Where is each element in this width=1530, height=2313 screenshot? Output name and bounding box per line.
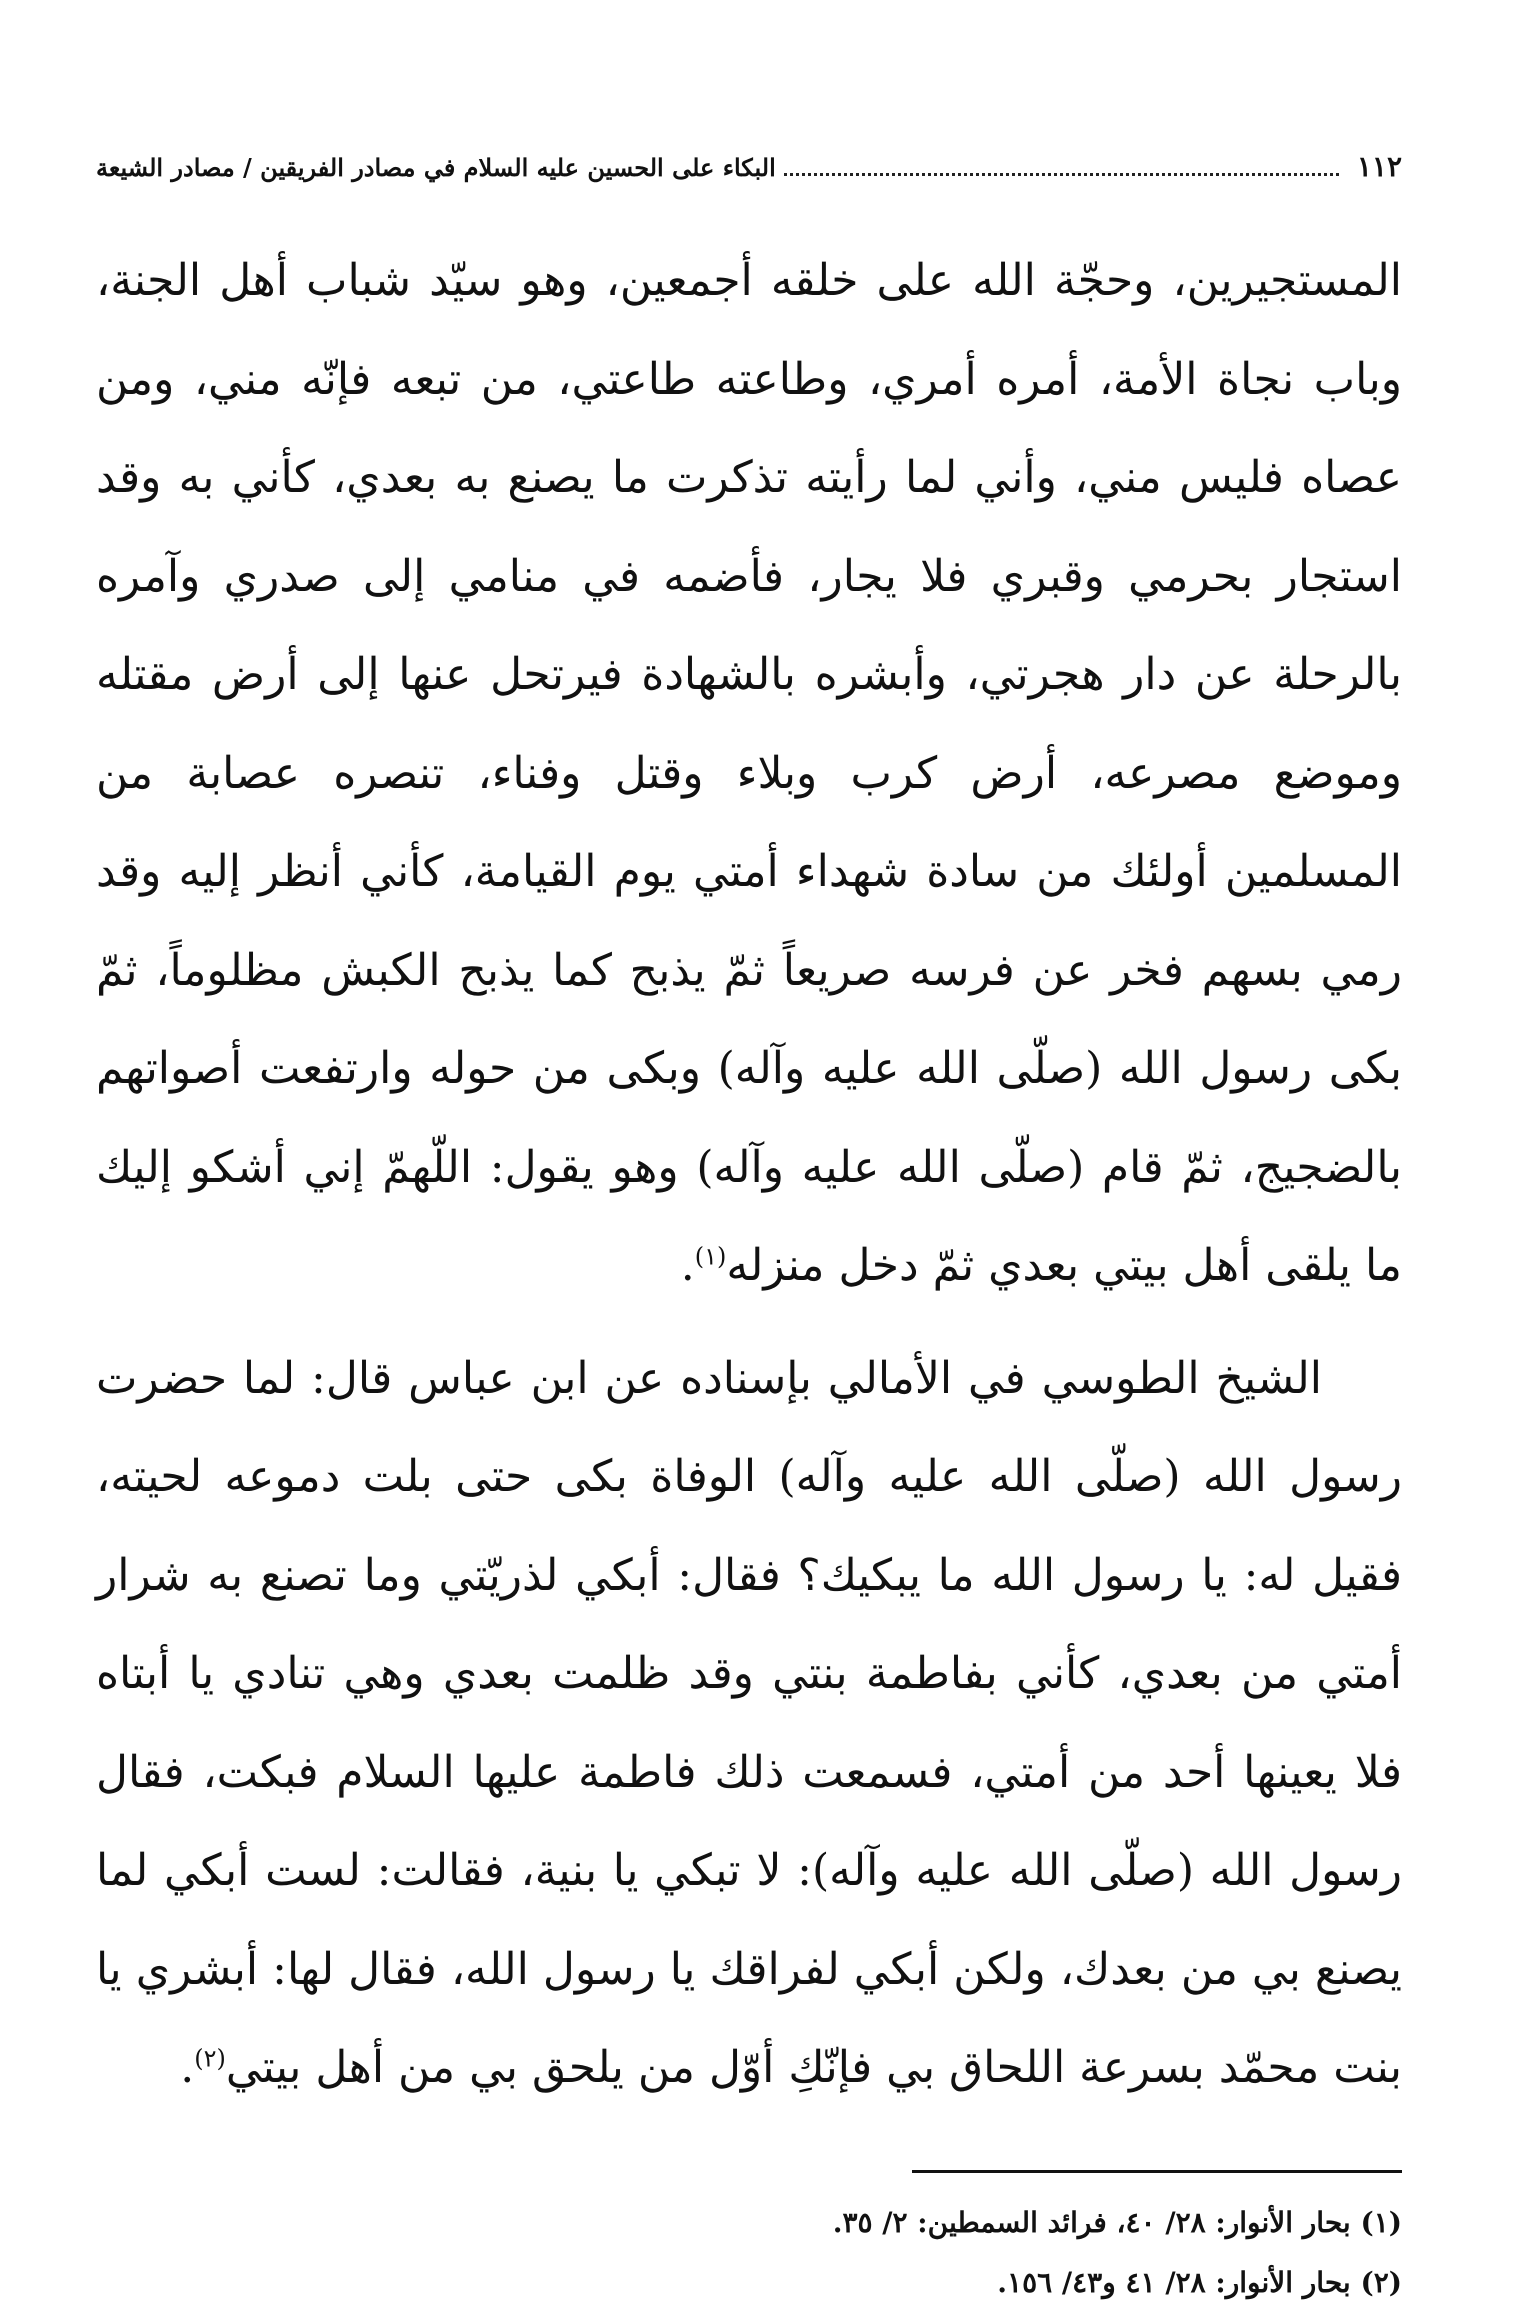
paragraph [96,1330,1402,2118]
page-number: ١١٢ [1356,150,1402,183]
running-header [96,150,1402,200]
footnote-marker: (١) [694,1242,727,1271]
footnote: (١) بحار الأنوار: ٢٨/ ٤٠، فرائد السمطين: ٢/ ٣٥. [832,2205,1402,2239]
footnote-marker: (٢) [194,2044,226,2073]
paragraph-end: . [180,2042,195,2093]
paragraph-text: المستجيرين، وحجّة الله على خلقه أجمعين، وهو سيّد شباب أهل الجنة، وباب نجاة الأمة، أمره أمري، وطاعته طاعتي، من تبعه فإنّه مني، ومن عصاه فليس مني، وأني لما رأيته تذكرت ما يصنع به بعدي، كأني به وقد استجار بحرمي وقبري فلا يجار، فأضمه في منامي إلى صدري وآمره بالرحلة عن دار هجرتي، وأبشره بالشهادة فيرتحل عنها إلى أرض مقتله وموضع مصرعه، أرض كرب وبلاء وقتل وفناء، تنصره عصابة من المسلمين أولئك من سادة شهداء أمتي يوم القيامة، كأني أنظر إليه وقد رمي بسهم فخر عن فرسه صريعاً ثمّ يذبح كما يذبح الكبش مظلوماً، ثمّ بكى رسول الله (صلّى الله عليه وآله) وبكى من حوله وارتفعت أصواتهم بالضجيج، ثمّ قام (صلّى الله عليه وآله) وهو يقول: اللّهمّ إني أشكو إليك ما يلقى أهل بيتي بعدي ثمّ دخل منزله [96,255,1402,1291]
paragraph-end: . [680,1240,695,1291]
paragraph-text: الشيخ الطوسي في الأمالي بإسناده عن ابن عباس قال: لما حضرت رسول الله (صلّى الله عليه وآله) الوفاة بكى حتى بلت دموعه لحيته، فقيل له: يا رسول الله ما يبكيك؟ فقال: أبكي لذريّتي وما تصنع به شرار أمتي من بعدي، كأني بفاطمة بنتي وقد ظلمت بعدي وهي تنادي يا أبتاه فلا يعينها أحد من أمتي، فسمعت ذلك فاطمة عليها السلام فبكت، فقال رسول الله (صلّى الله عليه وآله): لا تبكي يا بنية، فقالت: لست أبكي لما يصنع بي من بعدك، ولكن أبكي لفراقك يا رسول الله، فقال لها: أبشري يا بنت محمّد بسرعة اللحاق بي فإنّكِ أوّل من يلحق بي من أهل بيتي [96,1352,1402,2093]
main-text [96,232,1402,2118]
footnote-separator [912,2170,1402,2173]
leader-dots [784,173,1339,176]
footnote: (٢) بحار الأنوار: ٢٨/ ٤١ و٤٣/ ١٥٦. [997,2265,1402,2299]
footnotes [96,2193,1402,2313]
paragraph [96,232,1402,1316]
running-header-title: البكاء على الحسين عليه السلام في مصادر الفريقين / مصادر الشيعة [96,153,776,182]
book-page [96,150,1402,2299]
